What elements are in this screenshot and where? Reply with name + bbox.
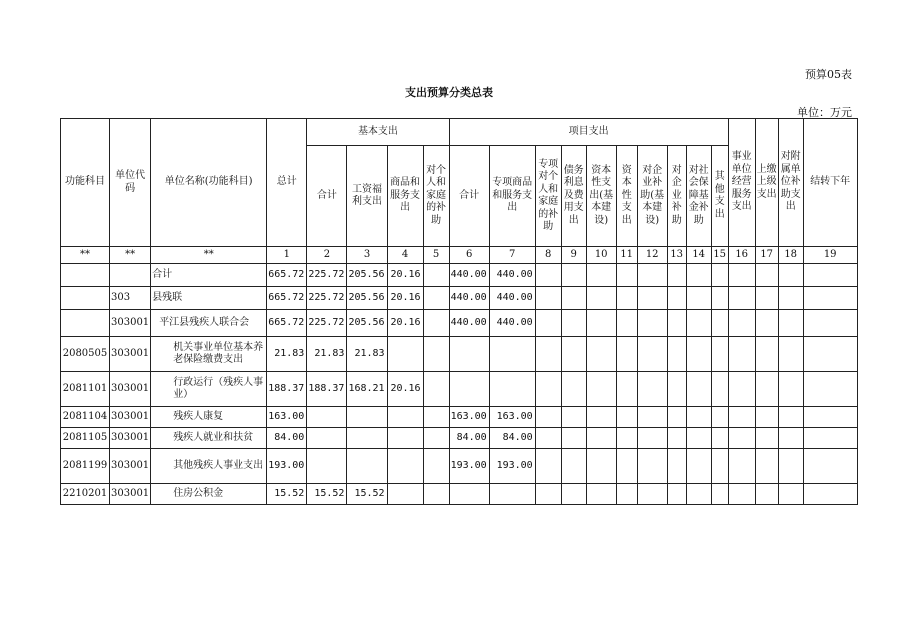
personal-cell <box>423 264 449 287</box>
unit-name-cell: 残疾人就业和扶贫 <box>151 428 267 449</box>
salary-cell: 205.56 <box>347 264 387 287</box>
func-code-cell: 2210201 <box>61 484 110 505</box>
goods-cell <box>387 428 423 449</box>
goods-cell <box>387 337 423 372</box>
proj-total-cell: 84.00 <box>449 428 489 449</box>
proj-goods-cell: 193.00 <box>489 449 535 484</box>
goods-cell <box>387 407 423 428</box>
total-cell: 163.00 <box>267 407 307 428</box>
header-capital-basic: 资本性支出(基本建设) <box>586 146 616 247</box>
func-code-cell: 2081105 <box>61 428 110 449</box>
header-proj-goods: 专项商品和服务支出 <box>489 146 535 247</box>
index-cell: 4 <box>387 247 423 264</box>
index-cell: 16 <box>728 247 755 264</box>
goods-cell: 20.16 <box>387 287 423 310</box>
page-title: 支出预算分类总表 <box>405 86 493 99</box>
header-carry-over: 结转下年 <box>803 119 857 247</box>
index-cell: 13 <box>667 247 686 264</box>
unit-name-cell: 其他残疾人事业支出 <box>151 449 267 484</box>
salary-cell: 168.21 <box>347 372 387 407</box>
proj-goods-cell <box>489 484 535 505</box>
basic-total-cell: 188.37 <box>307 372 347 407</box>
header-goods: 商品和服务支出 <box>387 146 423 247</box>
form-number: 预算05表 <box>805 68 852 81</box>
goods-cell: 20.16 <box>387 310 423 337</box>
index-cell: 12 <box>637 247 667 264</box>
header-personal: 对个人和家庭的补助 <box>423 146 449 247</box>
unit-name-cell: 行政运行（残疾人事业） <box>151 372 267 407</box>
table-row <box>61 449 858 484</box>
header-biz-unit: 事业单位经营服务支出 <box>728 119 755 247</box>
table-row <box>61 337 858 372</box>
salary-cell: 21.83 <box>347 337 387 372</box>
proj-total-cell <box>449 484 489 505</box>
personal-cell <box>423 337 449 372</box>
index-cell: 11 <box>616 247 637 264</box>
func-code-cell: 2081199 <box>61 449 110 484</box>
unit-name-cell: 机关事业单位基本养老保险缴费支出 <box>151 337 267 372</box>
proj-total-cell: 440.00 <box>449 264 489 287</box>
header-project-group: 项目支出 <box>449 119 728 146</box>
personal-cell <box>423 372 449 407</box>
header-enterprise: 对企业补助 <box>667 146 686 247</box>
unit-name-cell: 残疾人康复 <box>151 407 267 428</box>
table-row <box>61 287 858 310</box>
budget-table <box>60 118 858 505</box>
table-row <box>61 372 858 407</box>
proj-goods-cell: 163.00 <box>489 407 535 428</box>
unit-code-cell: 303001 <box>110 449 151 484</box>
total-cell: 665.72 <box>267 310 307 337</box>
salary-cell: 205.56 <box>347 287 387 310</box>
header-affiliated: 对附属单位补助支出 <box>778 119 803 247</box>
salary-cell <box>347 407 387 428</box>
header-project-subtotal: 合计 <box>449 146 489 247</box>
basic-total-cell: 15.52 <box>307 484 347 505</box>
func-code-cell <box>61 310 110 337</box>
proj-goods-cell <box>489 337 535 372</box>
goods-cell <box>387 484 423 505</box>
func-code-cell: 2080505 <box>61 337 110 372</box>
table-row <box>61 264 858 287</box>
header-basic-group: 基本支出 <box>307 119 449 146</box>
header-debt-interest: 债务利息及费用支出 <box>561 146 586 247</box>
proj-goods-cell: 440.00 <box>489 264 535 287</box>
salary-cell: 15.52 <box>347 484 387 505</box>
index-cell: ** <box>151 247 267 264</box>
basic-total-cell: 225.72 <box>307 310 347 337</box>
index-cell: 5 <box>423 247 449 264</box>
index-cell: 2 <box>307 247 347 264</box>
header-enterprise-basic: 对企业补助(基本建设) <box>637 146 667 247</box>
header-social-security: 对社会保障基金补助 <box>686 146 711 247</box>
proj-total-cell: 440.00 <box>449 287 489 310</box>
unit-name-cell: 合计 <box>151 264 267 287</box>
proj-goods-cell: 84.00 <box>489 428 535 449</box>
proj-goods-cell: 440.00 <box>489 287 535 310</box>
header-unit-name: 单位名称(功能科目) <box>151 119 267 247</box>
index-cell: 9 <box>561 247 586 264</box>
index-cell: 1 <box>267 247 307 264</box>
unit-code-cell: 303001 <box>110 310 151 337</box>
unit-code-cell: 303001 <box>110 428 151 449</box>
unit-code-cell: 303001 <box>110 372 151 407</box>
func-code-cell <box>61 264 110 287</box>
header-proj-personal: 专项对个人和家庭的补助 <box>535 146 561 247</box>
header-capital: 资本性支出 <box>616 146 637 247</box>
unit-code-cell: 303 <box>110 287 151 310</box>
unit-name-cell: 平江县残疾人联合会 <box>151 310 267 337</box>
index-row <box>61 247 858 264</box>
header-total: 总计 <box>267 119 307 247</box>
unit-code-cell <box>110 264 151 287</box>
proj-goods-cell <box>489 372 535 407</box>
func-code-cell: 2081101 <box>61 372 110 407</box>
personal-cell <box>423 484 449 505</box>
index-cell: 6 <box>449 247 489 264</box>
unit-code-cell: 303001 <box>110 407 151 428</box>
func-code-cell: 2081104 <box>61 407 110 428</box>
unit-code-cell: 303001 <box>110 337 151 372</box>
index-cell: 15 <box>711 247 728 264</box>
salary-cell <box>347 449 387 484</box>
basic-total-cell: 225.72 <box>307 264 347 287</box>
header-salary: 工资福利支出 <box>347 146 387 247</box>
func-code-cell <box>61 287 110 310</box>
table-row <box>61 310 858 337</box>
index-cell: 7 <box>489 247 535 264</box>
index-cell: 8 <box>535 247 561 264</box>
personal-cell <box>423 310 449 337</box>
header-other: 其他支出 <box>711 146 728 247</box>
header-upper: 上缴上级支出 <box>755 119 778 247</box>
index-cell: 10 <box>586 247 616 264</box>
personal-cell <box>423 287 449 310</box>
salary-cell: 205.56 <box>347 310 387 337</box>
basic-total-cell <box>307 407 347 428</box>
index-cell: 14 <box>686 247 711 264</box>
salary-cell <box>347 428 387 449</box>
index-cell: ** <box>61 247 110 264</box>
index-cell: ** <box>110 247 151 264</box>
index-cell: 17 <box>755 247 778 264</box>
table-row <box>61 407 858 428</box>
basic-total-cell <box>307 428 347 449</box>
personal-cell <box>423 407 449 428</box>
basic-total-cell: 225.72 <box>307 287 347 310</box>
header-basic-subtotal: 合计 <box>307 146 347 247</box>
table-row <box>61 428 858 449</box>
proj-total-cell <box>449 372 489 407</box>
goods-cell <box>387 449 423 484</box>
total-cell: 21.83 <box>267 337 307 372</box>
proj-total-cell: 193.00 <box>449 449 489 484</box>
unit-name-cell: 县残联 <box>151 287 267 310</box>
total-cell: 84.00 <box>267 428 307 449</box>
goods-cell: 20.16 <box>387 264 423 287</box>
total-cell: 15.52 <box>267 484 307 505</box>
unit-name-cell: 住房公积金 <box>151 484 267 505</box>
index-cell: 3 <box>347 247 387 264</box>
basic-total-cell <box>307 449 347 484</box>
proj-total-cell: 440.00 <box>449 310 489 337</box>
goods-cell: 20.16 <box>387 372 423 407</box>
total-cell: 665.72 <box>267 264 307 287</box>
total-cell: 193.00 <box>267 449 307 484</box>
personal-cell <box>423 428 449 449</box>
proj-total-cell <box>449 337 489 372</box>
total-cell: 188.37 <box>267 372 307 407</box>
unit-label: 单位：万元 <box>797 106 852 119</box>
index-cell: 18 <box>778 247 803 264</box>
table-row <box>61 484 858 505</box>
basic-total-cell: 21.83 <box>307 337 347 372</box>
personal-cell <box>423 449 449 484</box>
proj-total-cell: 163.00 <box>449 407 489 428</box>
unit-code-cell: 303001 <box>110 484 151 505</box>
header-unit-code: 单位代码 <box>110 119 151 247</box>
header-func-code: 功能科目 <box>61 119 110 247</box>
index-cell: 19 <box>803 247 857 264</box>
proj-goods-cell: 440.00 <box>489 310 535 337</box>
total-cell: 665.72 <box>267 287 307 310</box>
